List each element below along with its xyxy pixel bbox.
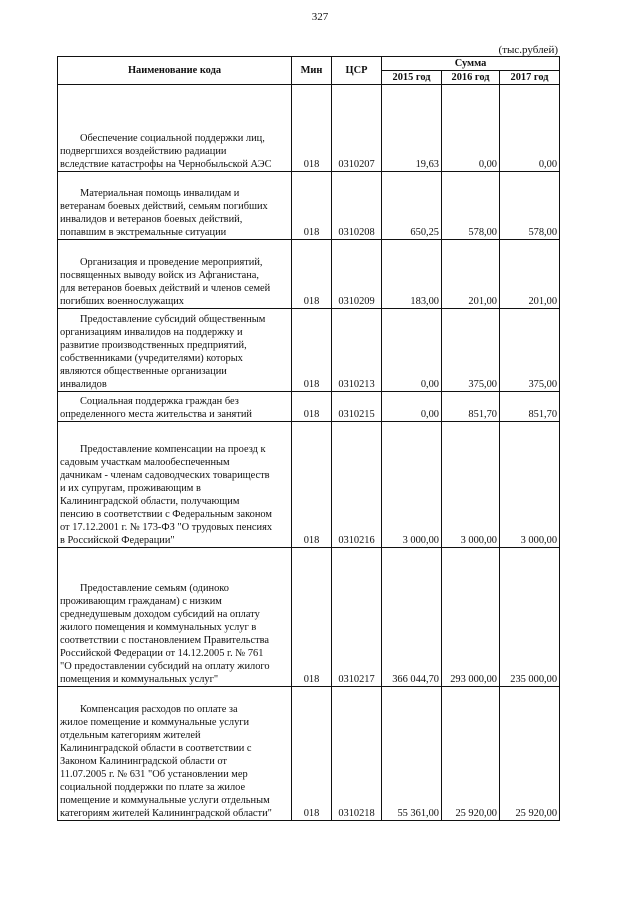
row-name-line: собственниками (учредителями) которых xyxy=(60,353,243,364)
row-name xyxy=(58,240,292,309)
row-name-line: инвалидов и ветеранов боевых действий, xyxy=(60,214,243,225)
row-2016: 375,00 xyxy=(442,309,500,392)
row-name-line: являются общественные организации xyxy=(60,366,227,377)
units-label: (тыс.рублей) xyxy=(498,44,558,56)
row-2017: 0,00 xyxy=(500,85,560,172)
row-csr: 0310207 xyxy=(332,85,382,172)
table-row xyxy=(58,687,560,821)
row-name xyxy=(58,172,292,240)
row-min: 018 xyxy=(292,240,332,309)
row-name-line: Законом Калининградской области от xyxy=(60,756,227,767)
row-name-line: Материальная помощь инвалидам и xyxy=(80,188,240,199)
budget-table xyxy=(57,56,560,821)
row-name-line: Калининградской области в соответствии с xyxy=(60,743,252,754)
row-2016: 201,00 xyxy=(442,240,500,309)
row-name-line: развитие производственных предприятий, xyxy=(60,340,247,351)
row-2015: 0,00 xyxy=(382,309,442,392)
row-name-line: вследствие катастрофы на Чернобыльской АЭС xyxy=(60,159,272,170)
row-name-line: Предоставление семьям (одиноко xyxy=(80,583,229,594)
row-name-line: инвалидов xyxy=(60,379,107,390)
row-2017: 25 920,00 xyxy=(500,687,560,821)
row-2015: 366 044,70 xyxy=(382,548,442,687)
row-name-line: "О предоставлении субсидий на оплату жилого xyxy=(60,661,270,672)
row-2016: 25 920,00 xyxy=(442,687,500,821)
row-name-line: помещения и коммунальных услуг" xyxy=(60,674,219,685)
row-name-line: 11.07.2005 г. № 631 "Об установлении мер xyxy=(60,769,248,780)
row-name-line: посвященных выводу войск из Афганистана, xyxy=(60,270,259,281)
row-name-line: проживающим гражданам) с низким xyxy=(60,596,222,607)
row-name-line: для ветеранов боевых действий и членов семей xyxy=(60,283,271,294)
row-name-line: ветеранам боевых действий, семьям погибших xyxy=(60,201,268,212)
row-name xyxy=(58,392,292,422)
table-row xyxy=(58,172,560,240)
row-name-line: Предоставление субсидий общественным xyxy=(80,314,266,325)
row-2016: 851,70 xyxy=(442,392,500,422)
row-name-line: определенного места жительства и занятий xyxy=(60,409,252,420)
row-name-line: пенсию в соответствии с Федеральным законом xyxy=(60,509,272,520)
row-name-line: Обеспечение социальной поддержки лиц, xyxy=(80,133,265,144)
row-name-line: в Российской Федерации" xyxy=(60,535,175,546)
row-name-line: отдельным категориям жителей xyxy=(60,730,201,741)
row-name-line: и их супругам, проживающим в xyxy=(60,483,201,494)
row-name-line: садовым участкам малообеспеченным xyxy=(60,457,230,468)
row-name-line: Калининградской области, получающим xyxy=(60,496,240,507)
header-2017: 2017 год xyxy=(500,71,560,85)
row-2015: 3 000,00 xyxy=(382,422,442,548)
row-name xyxy=(58,422,292,548)
page-number: 327 xyxy=(311,11,329,23)
row-name-line: соответствии с постановлением Правительства xyxy=(60,635,270,646)
row-name-line: помещение и коммунальные услуги отдельным xyxy=(60,795,270,806)
row-name-line: Социальная поддержка граждан без xyxy=(80,396,239,407)
row-min: 018 xyxy=(292,85,332,172)
row-name xyxy=(58,687,292,821)
row-csr: 0310216 xyxy=(332,422,382,548)
row-csr: 0310218 xyxy=(332,687,382,821)
row-name-line: погибших военнослужащих xyxy=(60,296,184,307)
row-name-line: подвергшихся воздействию радиации xyxy=(60,146,227,157)
header-sum: Сумма xyxy=(382,57,560,71)
row-csr: 0310209 xyxy=(332,240,382,309)
row-name-line: среднедушевым доходом субсидий на оплату xyxy=(60,609,260,620)
row-name-line: дачникам - членам садоводческих товариществ xyxy=(60,470,270,481)
row-2016: 578,00 xyxy=(442,172,500,240)
row-2017: 201,00 xyxy=(500,240,560,309)
row-2016: 3 000,00 xyxy=(442,422,500,548)
row-2015: 19,63 xyxy=(382,85,442,172)
row-2015: 183,00 xyxy=(382,240,442,309)
row-name-line: Организация и проведение мероприятий, xyxy=(80,257,263,268)
row-min: 018 xyxy=(292,422,332,548)
table-row xyxy=(58,392,560,422)
row-name-line: от 17.12.2001 г. № 173-ФЗ "О трудовых пенсиях xyxy=(60,522,273,533)
row-2016: 293 000,00 xyxy=(442,548,500,687)
row-min: 018 xyxy=(292,392,332,422)
header-name: Наименование кода xyxy=(58,57,292,85)
row-name-line: Российской Федерации от 14.12.2005 г. № 761 xyxy=(60,648,264,659)
header-csr: ЦСР xyxy=(332,57,382,85)
row-csr: 0310213 xyxy=(332,309,382,392)
row-2015: 650,25 xyxy=(382,172,442,240)
table-row xyxy=(58,85,560,172)
row-name-line: жилое помещение и коммунальные услуги xyxy=(60,717,250,728)
row-name-line: жилого помещения и коммунальных услуг в xyxy=(60,622,257,633)
row-2017: 851,70 xyxy=(500,392,560,422)
table-row xyxy=(58,422,560,548)
table-row xyxy=(58,548,560,687)
row-2017: 375,00 xyxy=(500,309,560,392)
row-2017: 235 000,00 xyxy=(500,548,560,687)
row-name xyxy=(58,309,292,392)
row-min: 018 xyxy=(292,172,332,240)
row-2017: 3 000,00 xyxy=(500,422,560,548)
row-name-line: Компенсация расходов по оплате за xyxy=(80,704,238,715)
row-2015: 55 361,00 xyxy=(382,687,442,821)
row-2015: 0,00 xyxy=(382,392,442,422)
row-min: 018 xyxy=(292,548,332,687)
row-csr: 0310208 xyxy=(332,172,382,240)
header-min: Мин xyxy=(292,57,332,85)
row-min: 018 xyxy=(292,309,332,392)
row-csr: 0310215 xyxy=(332,392,382,422)
row-2016: 0,00 xyxy=(442,85,500,172)
row-name-line: Предоставление компенсации на проезд к xyxy=(80,444,266,455)
table-row xyxy=(58,309,560,392)
row-csr: 0310217 xyxy=(332,548,382,687)
header-2015: 2015 год xyxy=(382,71,442,85)
row-name-line: категориям жителей Калининградской области" xyxy=(60,808,272,819)
row-name-line: попавшим в экстремальные ситуации xyxy=(60,227,227,238)
row-name xyxy=(58,548,292,687)
header-2016: 2016 год xyxy=(442,71,500,85)
row-min: 018 xyxy=(292,687,332,821)
row-2017: 578,00 xyxy=(500,172,560,240)
row-name-line: организациям инвалидов на поддержку и xyxy=(60,327,243,338)
row-name-line: социальной поддержки по плате за жилое xyxy=(60,782,246,793)
row-name xyxy=(58,85,292,172)
table-row xyxy=(58,240,560,309)
